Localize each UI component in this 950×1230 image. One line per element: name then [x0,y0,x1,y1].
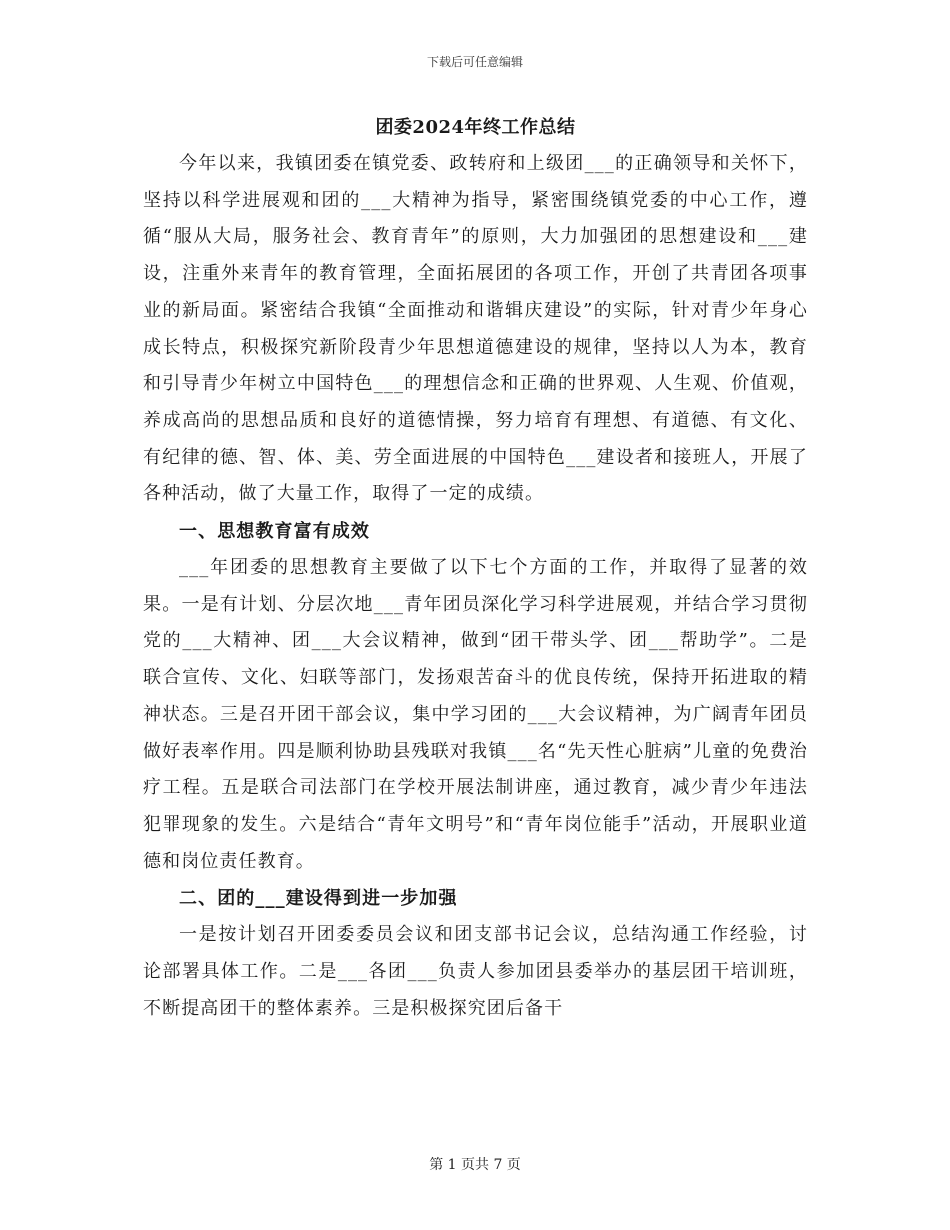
section-paragraph-1: ___年团委的思想教育主要做了以下七个方面的工作，并取得了显著的效果。一是有计划、分层次地___青年团员深化学习科学进展观，并结合学习贯彻党的___大精神、团___大会议精神，做到“团干带头学、团___帮助学”。二是联合宣传、文化、妇联等部门，发扬艰苦奋斗的优良传统，保持开拓进取的精神状态。三是召开团干部会议，集中学习团的___大会议精神，为广阔青年团员做好表率作用。四是顺利协助县残联对我镇___名“先天性心脏病”儿童的免费治疗工程。五是联合司法部门在学校开展法制讲座，通过教育，减少青少年违法犯罪现象的发生。六是结合“青年文明号”和“青年岗位能手”活动，开展职业道德和岗位责任教育。 [143,557,808,872]
section-heading-2: 二、团的___建设得到进一步加强 [179,888,458,910]
document-body [143,110,808,1027]
document-title: 团委2024年终工作总结 [375,117,576,138]
page-number-footer: 第 1 页共 7 页 [429,1157,521,1173]
header-note: 下载后可任意编辑 [426,55,523,69]
section-heading-1: 一、思想教育富有成效 [179,521,370,543]
section-paragraph-2: 一是按计划召开团委委员会议和团支部书记会议，总结沟通工作经验，讨论部署具体工作。二是___各团___负责人参加团县委举办的基层团干培训班，不断提高团干的整体素养。三是积极探究团后备干 [143,924,808,1019]
intro-paragraph: 今年以来，我镇团委在镇党委、政转府和上级团___的正确领导和关怀下，坚持以科学进展观和团的___大精神为指导，紧密围绕镇党委的中心工作，遵循“服从大局，服务社会、教育青年”的原则，大力加强团的思想建设和___建设，注重外来青年的教育管理，全面拓展团的各项工作，开创了共青团各项事业的新局面。紧密结合我镇“全面推动和谐辑庆建设”的实际，针对青少年身心成长特点，积极探究新阶段青少年思想道德建设的规律，坚持以人为本，教育和引导青少年树立中国特色___的理想信念和正确的世界观、人生观、价值观，养成高尚的思想品质和良好的道德情操，努力培育有理想、有道德、有文化、有纪律的德、智、体、美、劳全面进展的中国特色___建设者和接班人，开展了各种活动，做了大量工作，取得了一定的成绩。 [143,153,808,505]
